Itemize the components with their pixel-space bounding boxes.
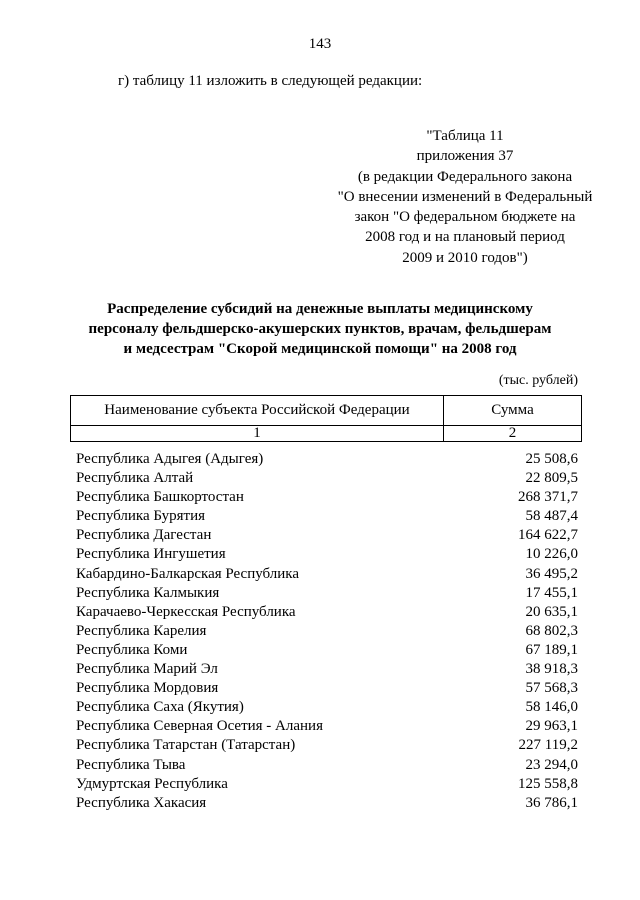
region-name: Республика Коми	[76, 641, 188, 658]
subsidy-sum: 17 455,1	[525, 584, 578, 601]
region-name: Республика Карелия	[76, 622, 207, 639]
subsidy-sum: 36 495,2	[525, 565, 578, 582]
table-row	[76, 488, 578, 507]
quote-line: "О внесении изменений в Федеральный	[337, 188, 593, 205]
region-name: Республика Саха (Якутия)	[76, 699, 244, 716]
table-body	[76, 450, 578, 813]
region-name: Республика Ингушетия	[76, 546, 226, 563]
table-row	[76, 698, 578, 717]
table-row	[76, 469, 578, 488]
quote-line: "Таблица 11	[426, 128, 504, 144]
region-name: Республика Марий Эл	[76, 661, 218, 678]
region-name: Республика Дагестан	[76, 527, 212, 544]
quote-line: приложения 37	[416, 148, 514, 165]
table-row	[76, 584, 578, 603]
region-name: Кабардино-Балкарская Республика	[76, 565, 300, 582]
subsidy-sum: 22 809,5	[525, 470, 578, 487]
table-row	[76, 679, 578, 698]
column-number-1: 1	[71, 426, 444, 442]
region-name: Республика Бурятия	[76, 508, 206, 525]
region-name: Республика Алтай	[76, 470, 194, 487]
region-name: Республика Мордовия	[76, 680, 219, 697]
region-name: Республика Хакасия	[76, 794, 207, 811]
header-sum: Сумма	[444, 396, 582, 426]
table-title	[60, 299, 580, 359]
quote-line: закон "О федеральном бюджете на	[354, 209, 576, 226]
subsidy-sum: 29 963,1	[525, 718, 578, 735]
table-row	[76, 622, 578, 641]
table-row	[76, 526, 578, 545]
subsidy-sum: 25 508,6	[525, 451, 578, 467]
subsidy-sum: 10 226,0	[525, 546, 578, 563]
quote-line: 2009 и 2010 годов")	[402, 249, 528, 266]
subsidy-sum: 68 802,3	[525, 622, 578, 639]
title-line: персоналу фельдшерско-акушерских пунктов, врачам, фельдшерам	[88, 321, 552, 337]
units-label: (тыс. рублей)	[498, 373, 578, 388]
quote-line: (в редакции Федерального закона	[357, 168, 573, 185]
page-number: 143	[308, 36, 332, 52]
table-row	[76, 794, 578, 813]
table-row	[76, 660, 578, 679]
region-name: Республика Адыгея (Адыгея)	[76, 451, 264, 467]
region-name: Республика Северная Осетия - Алания	[76, 718, 323, 735]
subsidy-sum: 38 918,3	[525, 661, 578, 678]
subsidy-sum: 67 189,1	[525, 641, 578, 658]
region-name: Республика Тыва	[76, 756, 186, 773]
region-name: Республика Башкортостан	[76, 489, 244, 506]
region-name: Удмуртская Республика	[76, 775, 228, 792]
title-line: и медсестрам "Скорой медицинской помощи" на 2008 год	[123, 341, 517, 357]
header-region: Наименование субъекта Российской Федерации	[71, 396, 444, 426]
table-row	[76, 545, 578, 564]
intro-text: г) таблицу 11 изложить в следующей редакции:	[118, 73, 423, 89]
subsidy-sum: 36 786,1	[525, 794, 578, 811]
column-number-2: 2	[444, 426, 582, 442]
table-row	[76, 736, 578, 755]
subsidy-sum: 58 487,4	[525, 508, 578, 525]
table-row	[76, 565, 578, 584]
quote-line: 2008 год и на плановый период	[365, 229, 565, 246]
table-row	[76, 507, 578, 526]
table-reference-block	[300, 126, 630, 268]
table-row	[76, 756, 578, 775]
region-name: Карачаево-Черкесская Республика	[76, 603, 296, 620]
subsidy-sum: 58 146,0	[525, 699, 578, 716]
table-row	[76, 641, 578, 660]
subsidy-sum: 125 558,8	[518, 775, 578, 792]
subsidy-sum: 268 371,7	[518, 489, 578, 506]
subsidy-sum: 164 622,7	[518, 527, 578, 544]
subsidy-sum: 23 294,0	[525, 756, 578, 773]
region-name: Республика Татарстан (Татарстан)	[76, 737, 296, 754]
table-row	[76, 450, 578, 469]
subsidy-sum: 227 119,2	[518, 737, 578, 754]
table-row	[76, 775, 578, 794]
title-line: Распределение субсидий на денежные выплаты медицинскому	[107, 301, 533, 317]
table-header	[70, 395, 582, 442]
region-name: Республика Калмыкия	[76, 584, 220, 601]
table-row	[76, 717, 578, 736]
subsidy-sum: 57 568,3	[525, 680, 578, 697]
subsidy-sum: 20 635,1	[525, 603, 578, 620]
table-row	[76, 603, 578, 622]
